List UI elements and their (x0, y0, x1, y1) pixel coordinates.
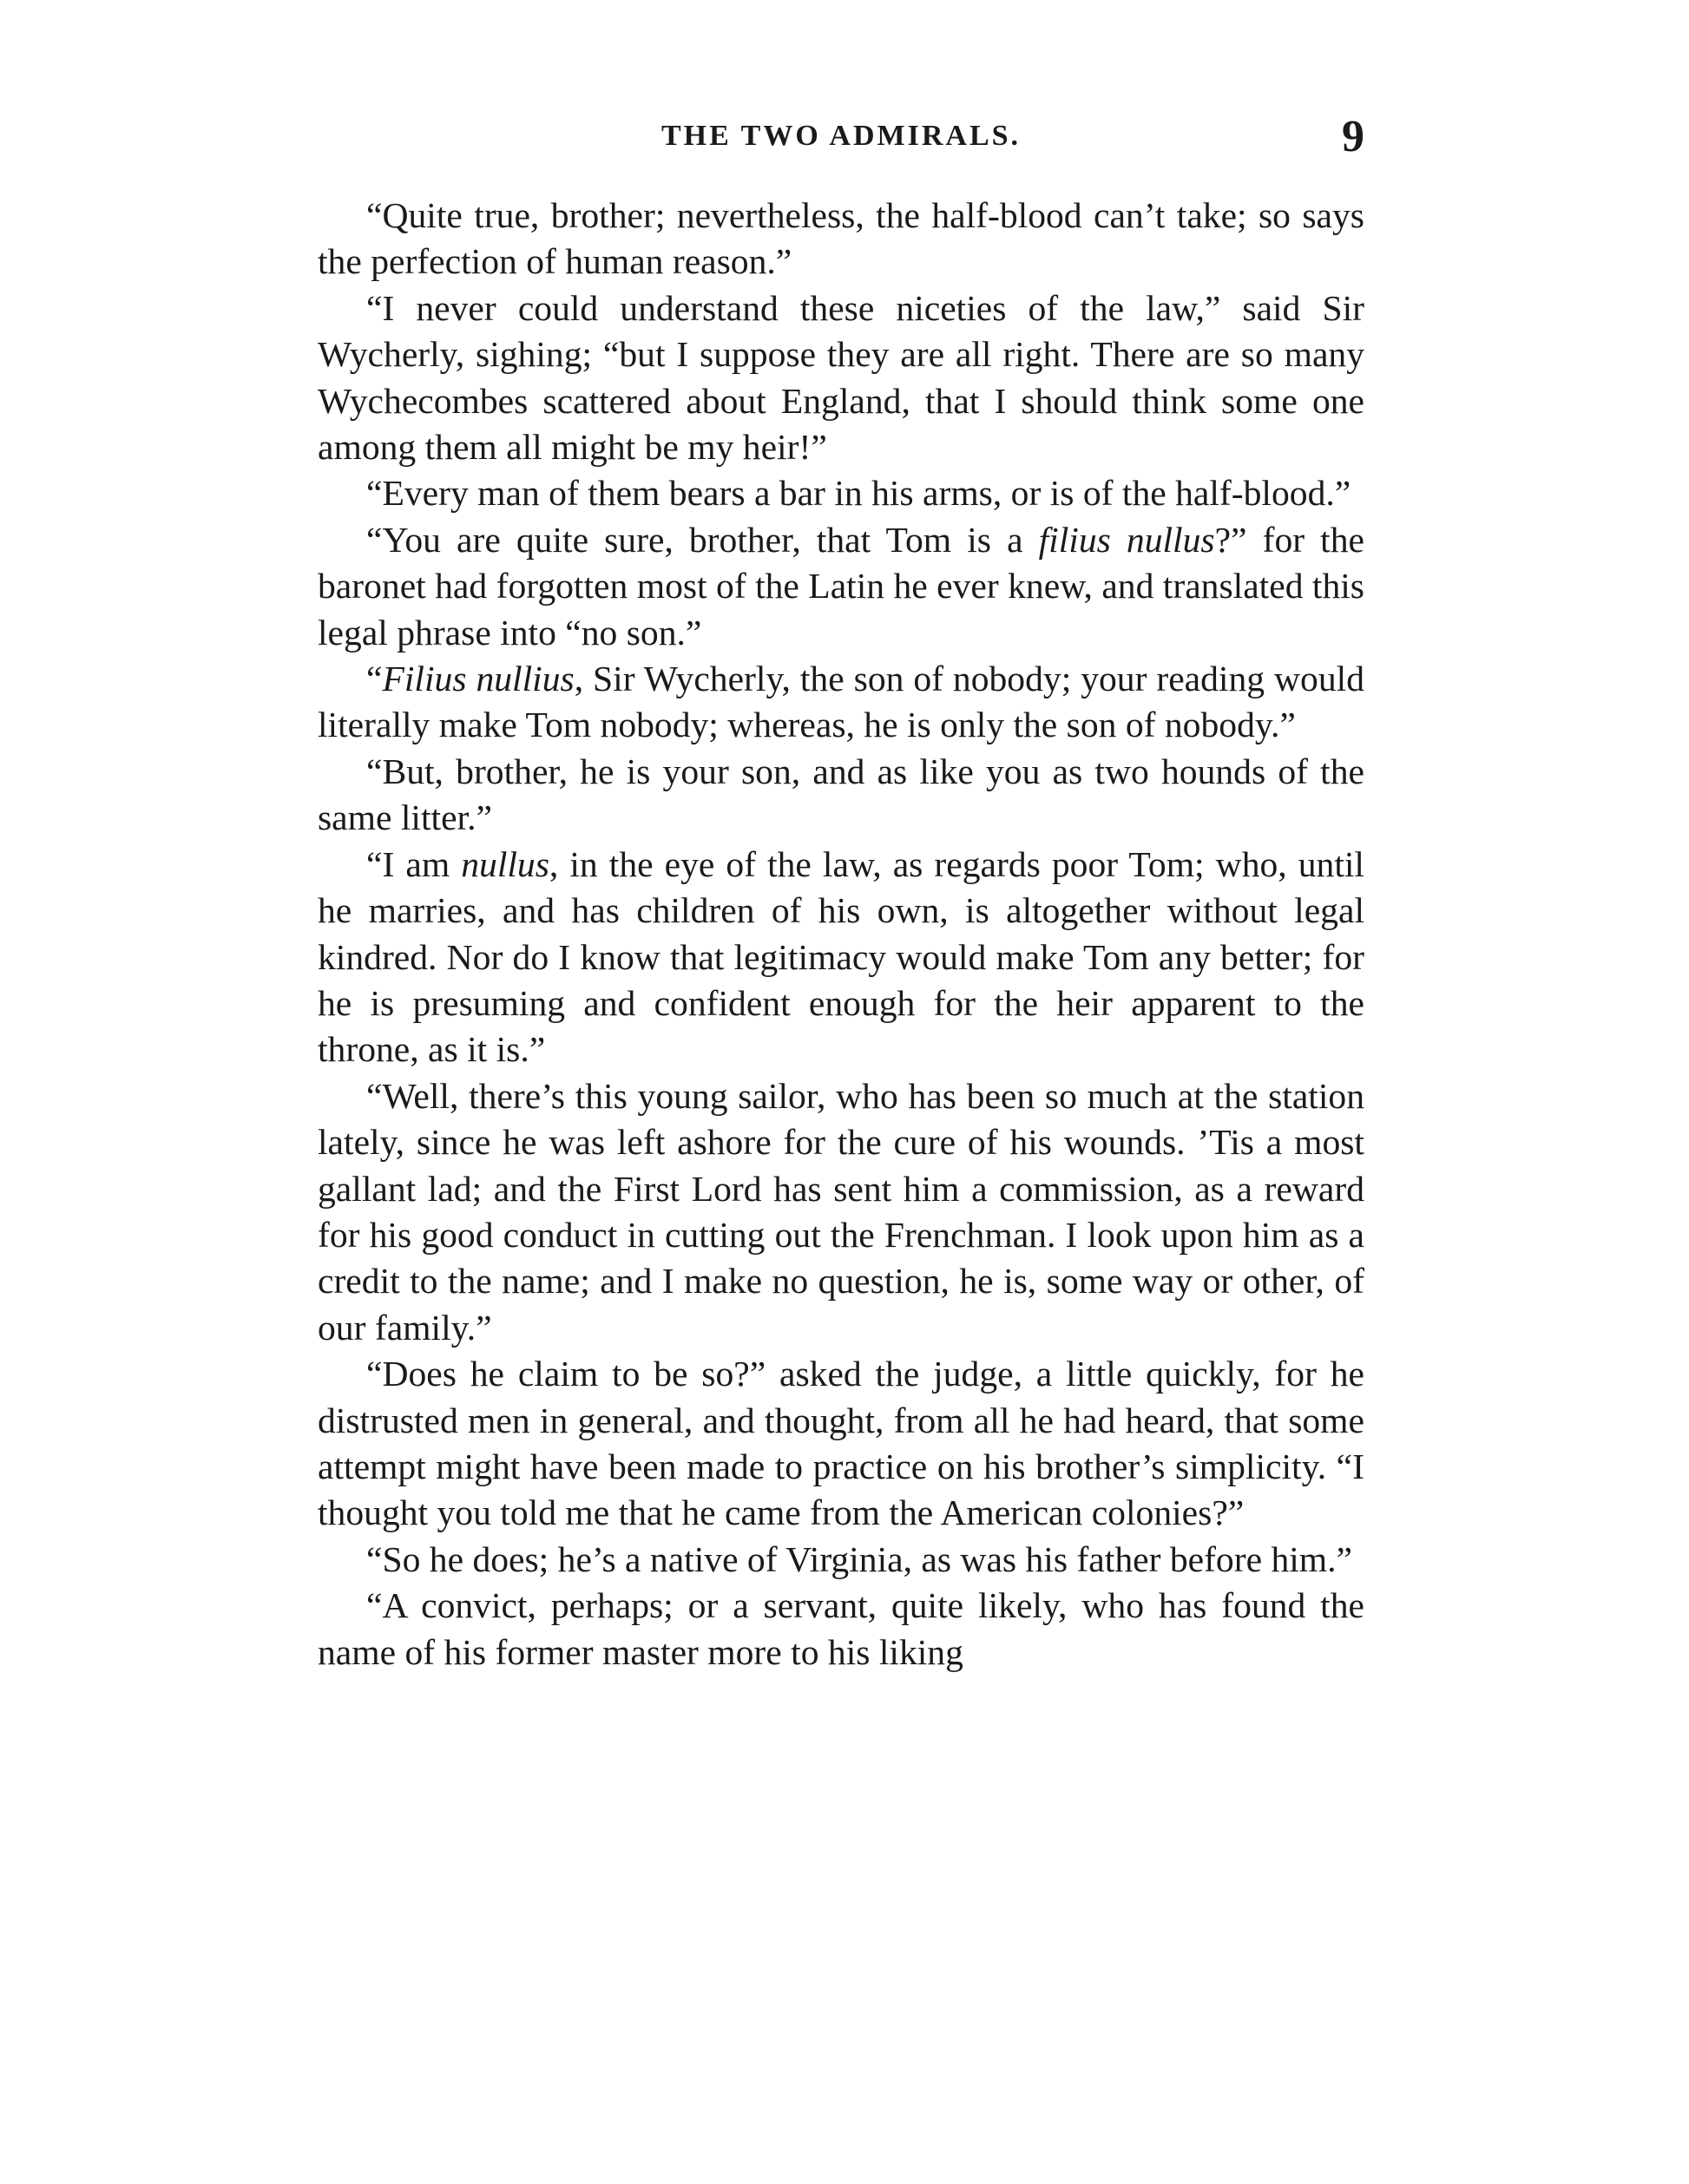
text-run: “I never could understand these niceties of the law,” said Sir Wycherly, sighing; “but I suppose they are all right. There are so many Wychecombes scattered about England, that I should think some one among them all might be my heir!” (318, 287, 1364, 468)
paragraph (318, 1583, 1364, 1676)
paragraph (318, 470, 1364, 516)
paragraph (318, 517, 1364, 656)
italic-phrase: filius nullus (1038, 519, 1215, 560)
italic-phrase: Filius nullius (382, 659, 575, 699)
running-head (318, 111, 1364, 163)
running-title: THE TWO ADMIRALS. (660, 120, 1022, 152)
page-number: 9 (1342, 112, 1364, 161)
text-run: “Quite true, brother; nevertheless, the half-blood can’t take; so says the perfection of human reason.” (318, 195, 1364, 282)
text-run: “But, brother, he is your son, and as like you as two hounds of the same litter.” (318, 751, 1364, 838)
text-run: “Well, there’s this young sailor, who has been so much at the station lately, since he was left ashore for the cure of his wounds. ’Tis a most gallant lad; and the First Lord has sent him a commission, as a reward for his good conduct in cutting out the Frenchman. I look upon him as a credit to the name; and I make no question, he is, some way or other, of our family.” (318, 1075, 1364, 1348)
text-run: “ (366, 659, 383, 699)
paragraph (318, 842, 1364, 1073)
text-run: , Sir Wycherly, the son of nobody; your reading would literally make Tom nobody; whereas, he is only the son of nobody.” (318, 659, 1365, 745)
text-run: “Every man of them bears a bar in his arms, or is of the half-blood.” (366, 473, 1351, 514)
italic-phrase: nullus (461, 843, 549, 884)
text-run: “I am (366, 843, 462, 884)
text-run: , in the eye of the law, as regards poor Tom; who, until he marries, and has children of his own, is altogether without legal kindred. Nor do I know that legitimacy would make Tom any better; for he is presuming and confident enough for the heir apparent to the throne, as it is.” (318, 843, 1364, 1070)
text-run: “So he does; he’s a native of Virginia, as was his father before him.” (366, 1538, 1353, 1579)
paragraph (318, 285, 1364, 471)
text-run: “You are quite sure, brother, that Tom is a (366, 519, 1039, 560)
text-run: “A convict, perhaps; or a servant, quite likely, who has found the name of his former master more to his liking (318, 1585, 1364, 1672)
paragraph (318, 1073, 1364, 1351)
paragraph (318, 749, 1364, 842)
text-run: ?” for the baronet had forgotten most of the Latin he ever knew, and translated this legal phrase into “no son.” (318, 519, 1364, 653)
paragraph (318, 1537, 1364, 1583)
paragraph (318, 656, 1364, 749)
paragraph (318, 193, 1364, 285)
body-text (318, 193, 1364, 1676)
paragraph (318, 1351, 1364, 1537)
text-run: “Does he claim to be so?” asked the judge, a little quickly, for he distrusted men in general, and thought, from all he had heard, that some attempt might have been made to practice on his brother’s simplicity. “I thought you told me that he came from the American colonies?” (318, 1354, 1364, 1533)
